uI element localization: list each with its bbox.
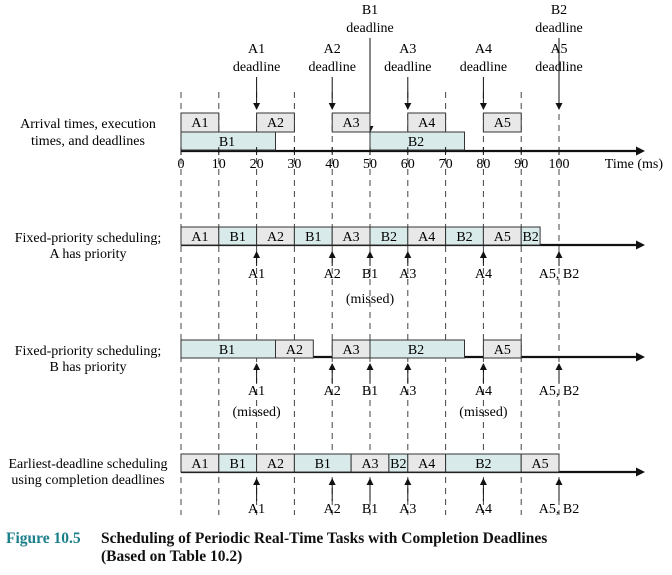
task-segment-label: B2 bbox=[522, 230, 539, 245]
deadline-marker-label: A2 bbox=[323, 502, 341, 517]
axis-tick-label: 70 bbox=[438, 157, 453, 172]
timeline-rows bbox=[9, 113, 664, 517]
row-label-line-1: Fixed-priority scheduling; bbox=[14, 231, 162, 246]
deadline-word: deadline bbox=[459, 60, 508, 75]
task-segment-label: A1 bbox=[191, 457, 209, 472]
row-label-line-1: Arrival times, execution bbox=[20, 117, 156, 132]
deadline-missed-note: (missed) bbox=[232, 405, 281, 420]
row-label-line-2: times, and deadlines bbox=[31, 134, 145, 149]
time-axis-arrowhead bbox=[636, 468, 645, 477]
deadline-marker-label: A4 bbox=[474, 267, 492, 282]
row-label-line-2: B has priority bbox=[49, 360, 127, 375]
task-segment-label: A1 bbox=[191, 230, 209, 245]
deadline-word: deadline bbox=[232, 60, 281, 75]
deadline-arrowhead bbox=[556, 103, 563, 110]
deadline-marker-label: B1 bbox=[361, 502, 379, 517]
deadline-marker-a5-b2 bbox=[539, 363, 579, 399]
deadline-marker-a1 bbox=[232, 363, 281, 420]
task-segment-label: B1 bbox=[218, 343, 236, 358]
axis-tick-label: 50 bbox=[363, 157, 377, 172]
deadline-marker-arrowhead bbox=[329, 363, 336, 370]
deadline-marker-a3 bbox=[399, 478, 416, 517]
deadline-task-name: B2 bbox=[550, 3, 568, 18]
deadline-marker-arrowhead bbox=[253, 363, 260, 370]
time-axis-unit: Time (ms) bbox=[604, 157, 663, 172]
deadline-marker-label: A2 bbox=[323, 384, 341, 399]
deadline-marker-label: A5, B2 bbox=[538, 267, 580, 282]
deadline-label-a4 bbox=[460, 42, 507, 110]
deadline-label-a1 bbox=[233, 42, 280, 110]
axis-tick-label: 0 bbox=[177, 157, 185, 172]
deadline-marker-arrowhead bbox=[367, 251, 374, 258]
row-label-line-2: A has priority bbox=[49, 247, 127, 262]
deadline-marker-arrowhead bbox=[329, 251, 336, 258]
task-segment-label: A5 bbox=[493, 116, 511, 131]
task-segment-label: B2 bbox=[407, 135, 425, 150]
deadline-marker-arrowhead bbox=[404, 363, 411, 370]
deadline-marker-arrowhead bbox=[480, 478, 487, 485]
deadline-marker-a2 bbox=[324, 478, 341, 517]
deadline-task-name: A3 bbox=[399, 42, 417, 57]
deadline-marker-a3 bbox=[399, 251, 416, 282]
time-axis-arrowhead bbox=[636, 353, 645, 362]
caption-title-line-1: Scheduling of Periodic Real-Time Tasks with Completion Deadlines bbox=[101, 530, 548, 547]
axis-tick-label: 60 bbox=[400, 157, 415, 172]
task-segment-label: A5 bbox=[493, 230, 511, 245]
deadline-marker-arrowhead bbox=[253, 251, 260, 258]
deadline-word: deadline bbox=[346, 21, 394, 36]
deadline-marker-label: A4 bbox=[474, 384, 492, 399]
deadline-arrowhead bbox=[480, 103, 487, 110]
deadline-task-name: A2 bbox=[323, 42, 341, 57]
row-label-line-1: Fixed-priority scheduling; bbox=[14, 344, 162, 359]
deadline-task-name: A1 bbox=[248, 42, 266, 57]
task-segment-label: A2 bbox=[266, 457, 285, 472]
task-segment-label: B1 bbox=[305, 230, 322, 245]
task-segment-label: A4 bbox=[418, 230, 436, 245]
axis-tick-label: 90 bbox=[514, 157, 529, 172]
deadline-marker-label: A2 bbox=[323, 267, 341, 282]
axis-tick-label: 80 bbox=[476, 157, 491, 172]
deadline-marker-arrowhead bbox=[253, 478, 260, 485]
figure-caption bbox=[6, 530, 547, 565]
deadline-marker-a1 bbox=[248, 478, 265, 517]
task-segment-label: A1 bbox=[191, 116, 209, 131]
deadline-marker-arrowhead bbox=[480, 363, 487, 370]
time-axis-arrowhead bbox=[636, 147, 645, 156]
task-segment-label: B1 bbox=[229, 457, 246, 472]
deadline-marker-arrowhead bbox=[367, 478, 374, 485]
axis-tick-label: 100 bbox=[548, 157, 570, 172]
deadline-marker-label: A5, B2 bbox=[538, 384, 580, 399]
figure-label: Figure 10.5 bbox=[6, 530, 81, 547]
axis-tick-label: 10 bbox=[211, 157, 226, 172]
deadline-task-name: A5 bbox=[550, 42, 568, 57]
deadline-marker-b1 bbox=[346, 251, 395, 307]
task-segment-label: B1 bbox=[314, 457, 331, 472]
deadline-word: deadline bbox=[308, 60, 356, 75]
deadline-marker-a5-b2 bbox=[539, 251, 579, 282]
deadline-label-a3 bbox=[384, 42, 431, 110]
deadline-missed-note: (missed) bbox=[345, 292, 395, 307]
task-segment-label: B1 bbox=[229, 230, 246, 245]
task-segment-label: A2 bbox=[285, 343, 303, 358]
deadline-marker-a4 bbox=[475, 251, 492, 282]
caption-title-line-2: (Based on Table 10.2) bbox=[101, 548, 243, 565]
task-segment-label: A3 bbox=[361, 457, 379, 472]
time-axis-arrowhead bbox=[636, 241, 645, 250]
row-arrival bbox=[20, 113, 663, 172]
deadline-word: deadline bbox=[535, 21, 583, 36]
deadline-missed-note: (missed) bbox=[459, 405, 508, 420]
deadline-marker-arrowhead bbox=[404, 251, 411, 258]
deadline-marker-arrowhead bbox=[556, 478, 563, 485]
deadline-marker-label: A1 bbox=[248, 502, 266, 517]
deadline-marker-a4 bbox=[475, 478, 492, 517]
deadline-marker-a2 bbox=[324, 363, 341, 399]
deadline-arrowhead bbox=[404, 103, 411, 110]
axis-tick-label: 20 bbox=[249, 157, 264, 172]
task-segment-label: A4 bbox=[418, 116, 436, 131]
deadline-marker-arrowhead bbox=[556, 363, 563, 370]
deadline-marker-label: A3 bbox=[399, 384, 417, 399]
deadline-marker-arrowhead bbox=[329, 478, 336, 485]
task-segment-label: B2 bbox=[380, 230, 398, 245]
deadline-marker-b1 bbox=[362, 478, 378, 517]
deadline-task-name: A4 bbox=[474, 42, 492, 57]
task-segment-label: B1 bbox=[218, 135, 236, 150]
deadline-marker-label: A4 bbox=[474, 502, 492, 517]
deadline-marker-arrowhead bbox=[480, 251, 487, 258]
task-segment-label: A2 bbox=[266, 116, 285, 131]
row-label-line-2: using completion deadlines bbox=[11, 473, 165, 488]
task-segment-label: A2 bbox=[266, 230, 285, 245]
deadline-marker-label: A3 bbox=[399, 502, 417, 517]
deadline-arrowhead bbox=[253, 103, 260, 110]
deadline-word: deadline bbox=[384, 60, 432, 75]
row-label-line-1: Earliest-deadline scheduling bbox=[8, 457, 168, 472]
axis-tick-label: 40 bbox=[325, 157, 340, 172]
deadline-marker-label: B1 bbox=[361, 267, 379, 282]
deadline-marker-label: A3 bbox=[399, 267, 417, 282]
deadline-label-a2 bbox=[308, 42, 355, 110]
deadline-marker-b1 bbox=[362, 363, 378, 399]
task-segment-label: B2 bbox=[475, 457, 492, 472]
deadline-marker-a1 bbox=[248, 251, 265, 282]
row-edf bbox=[9, 454, 646, 517]
deadline-marker-label: B1 bbox=[361, 384, 379, 399]
deadline-marker-arrowhead bbox=[404, 478, 411, 485]
task-segment-label: A5 bbox=[493, 343, 511, 358]
deadline-marker-label: A1 bbox=[248, 267, 266, 282]
axis-tick-label: 30 bbox=[287, 157, 302, 172]
deadline-marker-a5-b2 bbox=[539, 478, 579, 517]
row-fixed-b bbox=[15, 340, 645, 420]
deadline-marker-a2 bbox=[324, 251, 341, 282]
row-fixed-a bbox=[15, 227, 645, 307]
deadline-marker-arrowhead bbox=[367, 363, 374, 370]
deadline-marker-label: A1 bbox=[248, 384, 266, 399]
task-segment-label: A5 bbox=[531, 457, 549, 472]
task-segment-label: B2 bbox=[390, 457, 407, 472]
task-segment-label: B2 bbox=[456, 230, 473, 245]
task-segment-label: A3 bbox=[342, 343, 360, 358]
deadline-marker-a3 bbox=[399, 363, 416, 399]
task-segment-label: A4 bbox=[418, 457, 436, 472]
task-segment-label: B2 bbox=[407, 343, 425, 358]
task-segment-label: A3 bbox=[342, 116, 360, 131]
deadline-marker-arrowhead bbox=[556, 251, 563, 258]
deadline-arrowhead bbox=[329, 103, 336, 110]
task-segment-label: A3 bbox=[342, 230, 360, 245]
deadline-marker-label: A5, B2 bbox=[538, 502, 580, 517]
deadline-word: deadline bbox=[535, 60, 583, 75]
deadline-task-name: B1 bbox=[361, 3, 379, 18]
deadline-marker-a4 bbox=[459, 363, 508, 420]
